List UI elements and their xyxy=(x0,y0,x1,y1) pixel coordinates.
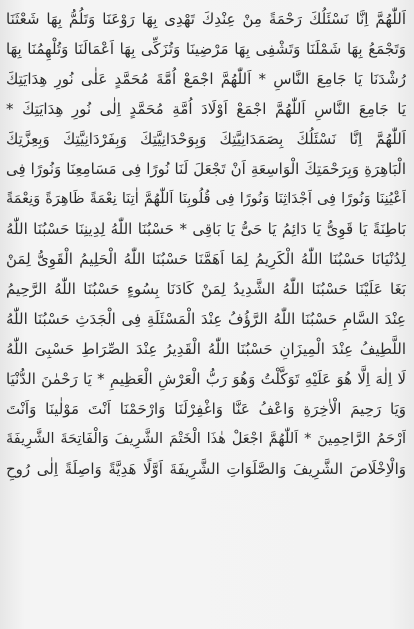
text-line: وَتَجْمَعُ بِهَا شَمْلَنَا وَتَشْفِى بِهَا مَرْضِينَا وَتُزَكِّى بِهَا اَعْمَالَنَا وَتُلْهِمُنَا بِهَا xyxy=(6,40,406,58)
text-line: بَغَا عَلَيْنَا حَسْبُنَا اللّٰهُ الشَّدِيدُ لِمَنْ كَادَنَا بِسُوءٍ حَسْبُنَا اللّٰهُ الرَّحِيمُ xyxy=(6,280,406,298)
prayer-text-block xyxy=(6,4,406,622)
text-line: الْبَاهِرَةِ وَبِرَحْمَتِكَ الْوَاسِعَةِ اَنْ تَجْعَلَ لَنَا نُورًا فِى مَسَامِعِنَا وَنُورًا فِى xyxy=(6,160,406,178)
text-line: يَا جَامِعَ النَّاسِ اَللّٰهُمَّ اجْمَعْ اَوْلَادَ اُمَّةِ مُحَمَّدٍ اِلٰى نُورِ هِدَايَتِكَ * xyxy=(6,100,406,118)
text-line: لَا اِلٰهَ اِلَّا هُوَ عَلَيْهِ تَوَكَّلْتُ وَهُوَ رَبُّ الْعَرْشِ الْعَظِيمِ * يَا رَحْمٰنَ الدُّنْيَا xyxy=(6,370,406,388)
text-line: وَالْاِخْلَاصَ الشَّرِيفَ وَالصَّلَوَاتِ الشَّرِيفَةَ اَوَّلًا هَدِيَّةً وَاصِلَةً اِلٰى رُوحِ xyxy=(6,460,406,478)
text-line: اَعْيُنِنَا وَنُورًا فِى اَجْدَاثِنَا وَنُورًا فِى قُلُوبِنَا اَللّٰهُمَّ اٰتِنَا نِعْمَةً ظَاهِرَةً وَنِعْمَةً xyxy=(6,191,406,207)
text-line: اللَّطِيفُ عِنْدَ الْمِيزَانِ حَسْبُنَا اللّٰهُ الْقَدِيرُ عِنْدَ الصِّرَاطِ حَسْبِىَ اللّٰهُ xyxy=(6,340,406,358)
text-line: رُشْدَنَا يَا جَامِعَ النَّاسِ * اَللّٰهُمَّ اجْمَعْ اُمَّةَ مُحَمَّدٍ عَلٰى نُورِ هِدَايَتِكَ xyxy=(6,70,406,88)
text-line: اَرْحَمُ الرَّاحِمِينَ * اَللّٰهُمَّ اجْعَلْ هٰذَا الْخَتْمَ الشَّرِيفَ وَالْفَاتِحَةَ الشَّرِيفَةَ xyxy=(6,431,406,447)
text-line: اَللّٰهُمَّ اِنَّا نَسْئَلُكَ رَحْمَةً مِنْ عِنْدِكَ تَهْدِى بِهَا رَوْعَنَا وَتَلُمُّ بِهَا شَعْثَنَا xyxy=(6,10,406,28)
text-line: عِنْدَ السَّامِ حَسْبُنَا اللّٰهُ الرَّؤُفُ عِنْدَ الْمَسْئَلَةِ فِى الْجَدَثِ حَسْبُنَا اللّٰهُ xyxy=(6,310,406,328)
text-line: بَاطِنَةً يَا قَوِىُّ يَا دَائِمُ يَا حَىُّ يَا بَاقِى * حَسْبُنَا اللّٰهُ لِدِينِنَا حَسْبُنَا اللّٰهُ xyxy=(6,220,406,238)
text-line: لِدُنْيَانَا حَسْبُنَا اللّٰهُ الْكَرِيمُ لِمَا اَهَمَّنَا حَسْبُنَا اللّٰهُ الْحَلِيمُ الْقَوِىُّ لِمَنْ xyxy=(6,250,406,268)
text-line: اَللّٰهُمَّ اِنَّا نَسْئَلُكَ بِصَمَدَانِيَّتِكَ وَبِوَحْدَانِيَّتِكَ وَبِفَرْدَانِيَّتِكَ وَبِعِزَّتِكَ xyxy=(6,130,406,148)
text-line: وَيَا رَحِيمَ الْاٰخِرَةِ وَاعْفُ عَنَّا وَاغْفِرْلَنَا وَارْحَمْنَا اَنْتَ مَوْلٰينَا وَاَنْتَ xyxy=(6,400,406,418)
